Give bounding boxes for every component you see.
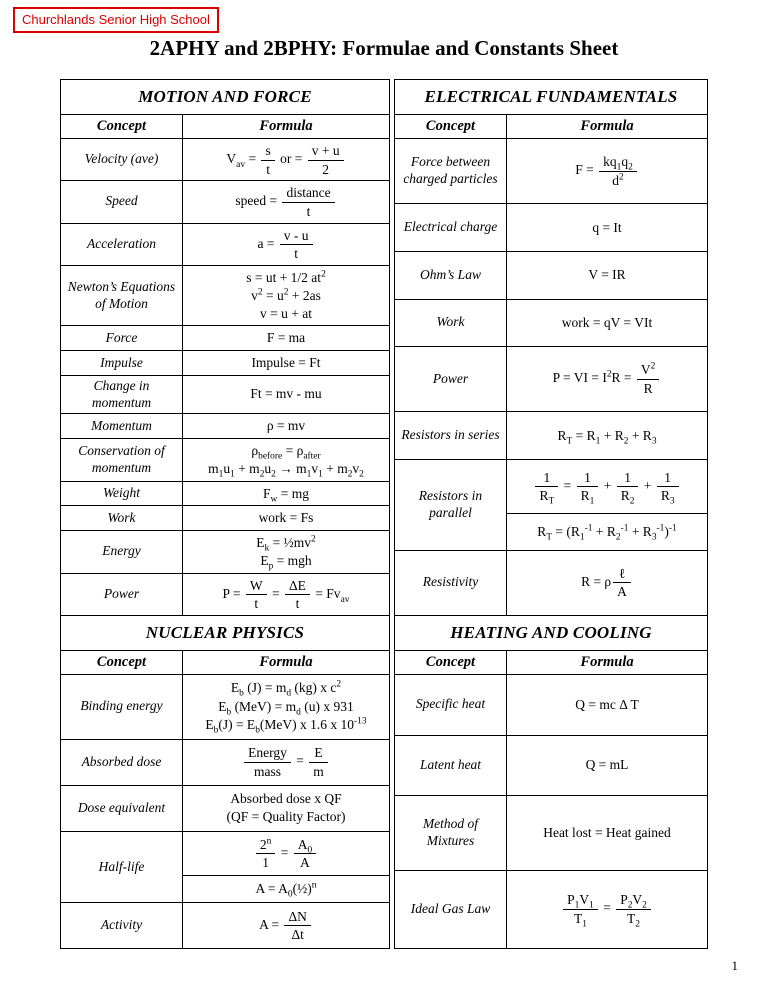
concept-cell: Change in momentum	[61, 376, 183, 413]
concept-cell: Method of Mixtures	[395, 796, 507, 869]
formula-line: P = $\frac{W}{t}$ = $\frac{\Delta E}{t}$ = $Fv_{av}$	[222, 577, 350, 612]
page-number: 1	[731, 958, 738, 973]
section-electrical-fundamentals	[394, 79, 708, 616]
table-row	[61, 180, 389, 222]
page-title: 2APHY and 2BPHY: Formulae and Constants Sheet	[149, 36, 619, 60]
formula-line: $v^2 = u^2 + 2as$	[251, 287, 321, 304]
formula-header: Formula	[259, 654, 313, 670]
formula-cell	[183, 482, 389, 506]
fraction: $\frac{s}{t}$	[261, 143, 274, 177]
formula-line: $R_T = R_1 + R_2 + R_3$	[557, 427, 657, 447]
formula-cell-group	[183, 675, 389, 739]
formula-cell	[507, 551, 707, 615]
formula-line: Absorbed dose x QF	[230, 790, 342, 806]
formula-line: R = ρ $\frac{\text{ℓ}}{A}$	[581, 565, 633, 601]
concept-cell: Absorbed dose	[61, 740, 183, 785]
formula-line: $\frac{1}{R_T}$ = $\frac{1}{R_1}$ + $\frac{1}{R_2}$ + $\frac{1}{R_3}$	[533, 469, 680, 505]
formula-line: $V_{av}$ = $\frac{s}{t}$ or = $\frac{v + u}{2}$	[226, 142, 345, 178]
concept-cell: Ideal Gas Law	[395, 871, 507, 948]
formula-cell	[183, 376, 389, 413]
formula-line: Ft = mv - mu	[250, 386, 322, 402]
formula-cell-group	[183, 903, 389, 948]
table-row	[61, 505, 389, 530]
formula-cell	[183, 351, 389, 375]
table-row	[395, 411, 707, 459]
formula-line: F = ma	[266, 330, 306, 346]
table-rows	[61, 675, 389, 948]
table-row	[395, 203, 707, 251]
formula-line: A = $\frac{\Delta N}{\Delta t}$	[259, 908, 313, 944]
formula-cell	[507, 871, 707, 948]
concept-cell: Latent heat	[395, 736, 507, 796]
concept-header: Concept	[395, 115, 507, 138]
formula-cell	[507, 204, 707, 251]
formula-line: Q = mc Δ T	[575, 696, 639, 712]
formula-cell	[183, 875, 389, 902]
concept-header: Concept	[61, 651, 183, 674]
concept-cell: Impulse	[61, 351, 183, 375]
formula-cell-group	[183, 574, 389, 615]
concept-header: Concept	[61, 115, 183, 138]
formula-line: $\rho_{before} = \rho_{after}$	[251, 442, 321, 462]
formula-cell	[507, 796, 707, 869]
formula-cell	[183, 224, 389, 266]
formula-cell-group	[183, 224, 389, 265]
formula-line: v = u + at	[260, 306, 312, 322]
formula-line: work = qV = VIt	[561, 314, 653, 330]
table-row	[395, 459, 707, 550]
concept-cell: Speed	[61, 181, 183, 222]
formula-line: $m_1u_1 + m_2u_2 \to m_1v_1 + m_2v_2$	[208, 461, 364, 480]
concept-cell: Ohm’s Law	[395, 252, 507, 299]
concept-cell: Specific heat	[395, 675, 507, 735]
section-title: NUCLEAR PHYSICS	[61, 616, 389, 651]
formula-cell-group	[183, 439, 389, 481]
concept-cell: Activity	[61, 903, 183, 948]
formula-cell-group	[183, 351, 389, 375]
concept-cell: Conservation of momentum	[61, 439, 183, 481]
table-row	[61, 139, 389, 180]
formula-cell	[507, 347, 707, 411]
formula-cell	[183, 531, 389, 573]
formula-tables	[60, 79, 768, 949]
table-row	[61, 481, 389, 506]
table-header-row	[61, 651, 389, 675]
table-row	[395, 795, 707, 869]
formula-cell-group	[507, 412, 707, 459]
formula-cell	[507, 139, 707, 203]
formula-line: a = $\frac{v - u}{t}$	[257, 227, 314, 263]
table-row	[61, 785, 389, 831]
concept-cell: Half-life	[61, 832, 183, 902]
formula-cell	[507, 412, 707, 459]
table-row	[395, 139, 707, 203]
table-row	[61, 325, 389, 350]
table-row	[395, 870, 707, 948]
formula-cell	[183, 786, 389, 831]
table-row	[395, 735, 707, 796]
concept-cell: Power	[395, 347, 507, 411]
concept-cell: Resistors in parallel	[395, 460, 507, 550]
formula-line: P = VI = $I^2R$ = $\frac{V^2}{R}$	[553, 361, 662, 397]
fraction: $\frac{1}{R_3}$	[657, 470, 679, 504]
table-row	[61, 413, 389, 438]
table-row	[61, 739, 389, 785]
section-title: ELECTRICAL FUNDAMENTALS	[395, 80, 707, 115]
table-row	[61, 438, 389, 481]
concept-cell: Acceleration	[61, 224, 183, 265]
concept-cell: Momentum	[61, 414, 183, 438]
formula-cell-group	[507, 736, 707, 796]
fraction: $\frac{kq_1q_2}{d^2}$	[599, 154, 637, 188]
fraction: $\frac{\Delta N}{\Delta t}$	[284, 909, 310, 943]
formula-cell-group	[183, 740, 389, 785]
formula-cell-group	[507, 139, 707, 203]
right-column	[394, 79, 708, 949]
fraction: $\frac{W}{t}$	[246, 578, 267, 612]
concept-cell: Binding energy	[61, 675, 183, 739]
formula-line: $\frac{\text{Energy}}{\text{mass}}$ = $\frac{E}{m}$	[242, 744, 330, 780]
formula-header: Formula	[580, 118, 634, 134]
section-nuclear-physics	[60, 615, 390, 949]
table-row	[61, 675, 389, 739]
section-motion-and-force	[60, 79, 390, 616]
concept-header: Concept	[395, 651, 507, 674]
formula-cell	[507, 300, 707, 347]
formula-cell-group	[183, 376, 389, 413]
formula-cell-group	[507, 204, 707, 251]
formula-line: Impulse = Ft	[251, 355, 321, 371]
formula-line: work = Fs	[258, 510, 314, 526]
fraction: $\frac{\Delta E}{t}$	[285, 578, 310, 612]
formula-cell-group	[507, 300, 707, 347]
formula-line: $E_k$ = $\frac{1}{2}mv^2$	[256, 534, 316, 554]
formula-line: $\frac{P_1V_1}{T_1}$ = $\frac{P_2V_2}{T_2}$	[561, 891, 653, 927]
formula-cell-group	[507, 871, 707, 948]
table-header-row	[395, 651, 707, 675]
formula-cell-group	[507, 675, 707, 735]
table-row	[61, 375, 389, 413]
formula-cell-group	[183, 506, 389, 530]
table-header-row	[395, 115, 707, 139]
formula-cell-group	[183, 181, 389, 222]
formula-line: $\frac{2^n}{1}$ = $\frac{A_0}{A}$	[254, 836, 318, 872]
formula-line: $E_p$ = mgh	[260, 553, 312, 572]
formula-cell-group	[183, 531, 389, 573]
section-title: MOTION AND FORCE	[61, 80, 389, 115]
formula-cell	[183, 414, 389, 438]
concept-cell: Work	[395, 300, 507, 347]
formula-line: Heat lost = Heat gained	[543, 824, 671, 840]
formula-cell-group	[507, 796, 707, 869]
fraction: $\frac{E}{m}$	[309, 745, 328, 779]
formula-line: s = ut + 1/2 $at^2$	[246, 269, 326, 285]
fraction: $\frac{1}{R_T}$	[535, 470, 558, 504]
formula-cell	[183, 675, 389, 739]
formula-line: q = It	[592, 219, 622, 235]
table-rows	[61, 139, 389, 615]
concept-cell: Resistivity	[395, 551, 507, 615]
formula-cell	[183, 832, 389, 876]
concept-cell: Power	[61, 574, 183, 615]
table-row	[61, 530, 389, 573]
formula-cell	[183, 506, 389, 530]
section-heating-and-cooling	[394, 615, 708, 949]
table-row	[61, 265, 389, 326]
formula-cell	[507, 513, 707, 549]
table-row	[61, 902, 389, 948]
formula-cell-group	[183, 482, 389, 506]
table-row	[395, 675, 707, 735]
formula-line: $E_b$ $(MeV) = m_d$ (u) x 931	[218, 698, 354, 718]
fraction: $\frac{v - u}{t}$	[280, 228, 313, 262]
formula-cell	[183, 181, 389, 223]
formula-line: $A = A_0(\frac{1}{2})^n$	[255, 880, 317, 900]
fraction: $\frac{A_0}{A}$	[294, 837, 316, 871]
formula-cell	[183, 139, 389, 181]
concept-cell: Force between charged particles	[395, 139, 507, 203]
formula-line: ρ = mv	[266, 418, 306, 434]
school-banner: Churchlands Senior High School	[13, 7, 219, 33]
formula-line: $E_b(J) = E_b(MeV)$ x 1.6 x $10^{-13}$	[205, 716, 367, 736]
formula-cell-group	[183, 139, 389, 180]
table-row	[395, 346, 707, 411]
table-row	[61, 223, 389, 265]
fraction: $\frac{v + u}{2}$	[308, 143, 344, 177]
formula-cell-group	[183, 326, 389, 350]
formula-line: speed = $\frac{\text{distance}}{t}$	[235, 184, 336, 220]
formula-cell	[183, 326, 389, 350]
formula-header: Formula	[259, 118, 313, 134]
formula-cell-group	[183, 266, 389, 326]
fraction: $\frac{1}{R_1}$	[577, 470, 599, 504]
table-row	[395, 550, 707, 615]
concept-cell: Weight	[61, 482, 183, 506]
concept-cell: Dose equivalent	[61, 786, 183, 831]
formula-cell	[507, 460, 707, 513]
table-header-row	[61, 115, 389, 139]
concept-cell: Force	[61, 326, 183, 350]
fraction: $\frac{\text{ℓ}}{A}$	[613, 566, 631, 600]
formula-cell-group	[507, 460, 707, 550]
formula-line: $E_b$ $(J) = m_d$ (kg) x $c^2$	[230, 679, 342, 700]
left-column	[60, 79, 390, 949]
fraction: $\frac{1}{R_2}$	[617, 470, 639, 504]
formula-cell	[183, 439, 389, 481]
fraction: $\frac{\text{Energy}}{\text{mass}}$	[244, 745, 291, 779]
fraction: $\frac{P_1V_1}{T_1}$	[563, 892, 598, 926]
table-row	[61, 350, 389, 375]
fraction: $\frac{2^n}{1}$	[256, 837, 275, 871]
fraction: $\frac{\text{distance}}{t}$	[282, 185, 334, 219]
formula-cell	[183, 903, 389, 948]
formula-cell-group	[183, 832, 389, 902]
formula-cell-group	[183, 786, 389, 831]
formula-line: $R_T = (R_1^{-1} + R_2^{-1} + R_3^{-1})^{-1}$	[537, 523, 677, 543]
formula-cell-group	[507, 347, 707, 411]
formula-line: F = $\frac{kq_1q_2}{d^2}$	[575, 153, 639, 189]
table-rows	[395, 139, 707, 615]
formula-cell	[507, 736, 707, 796]
concept-cell: Resistors in series	[395, 412, 507, 459]
formula-cell	[507, 252, 707, 299]
formula-line: (QF = Quality Factor)	[226, 809, 346, 825]
formula-line: $F_w$ = mg	[263, 485, 309, 505]
formula-cell	[507, 675, 707, 735]
formula-cell	[183, 574, 389, 616]
formula-header: Formula	[580, 654, 634, 670]
concept-cell: Newton’s Equations of Motion	[61, 266, 183, 326]
concept-cell: Velocity (ave)	[61, 139, 183, 180]
table-row	[395, 251, 707, 299]
fraction: $\frac{P_2V_2}{T_2}$	[616, 892, 651, 926]
concept-cell: Electrical charge	[395, 204, 507, 251]
concept-cell: Energy	[61, 531, 183, 573]
formula-cell	[183, 266, 389, 327]
table-row	[395, 299, 707, 347]
formula-line: Q = mL	[585, 757, 629, 773]
fraction: $\frac{V^2}{R}$	[637, 362, 659, 396]
formula-line: V = IR	[588, 267, 626, 283]
table-row	[61, 573, 389, 615]
formula-cell-group	[183, 414, 389, 438]
table-row	[61, 831, 389, 902]
section-title: HEATING AND COOLING	[395, 616, 707, 651]
formula-cell-group	[507, 551, 707, 615]
table-rows	[395, 675, 707, 948]
formula-cell-group	[507, 252, 707, 299]
formula-cell	[183, 740, 389, 785]
concept-cell: Work	[61, 506, 183, 530]
